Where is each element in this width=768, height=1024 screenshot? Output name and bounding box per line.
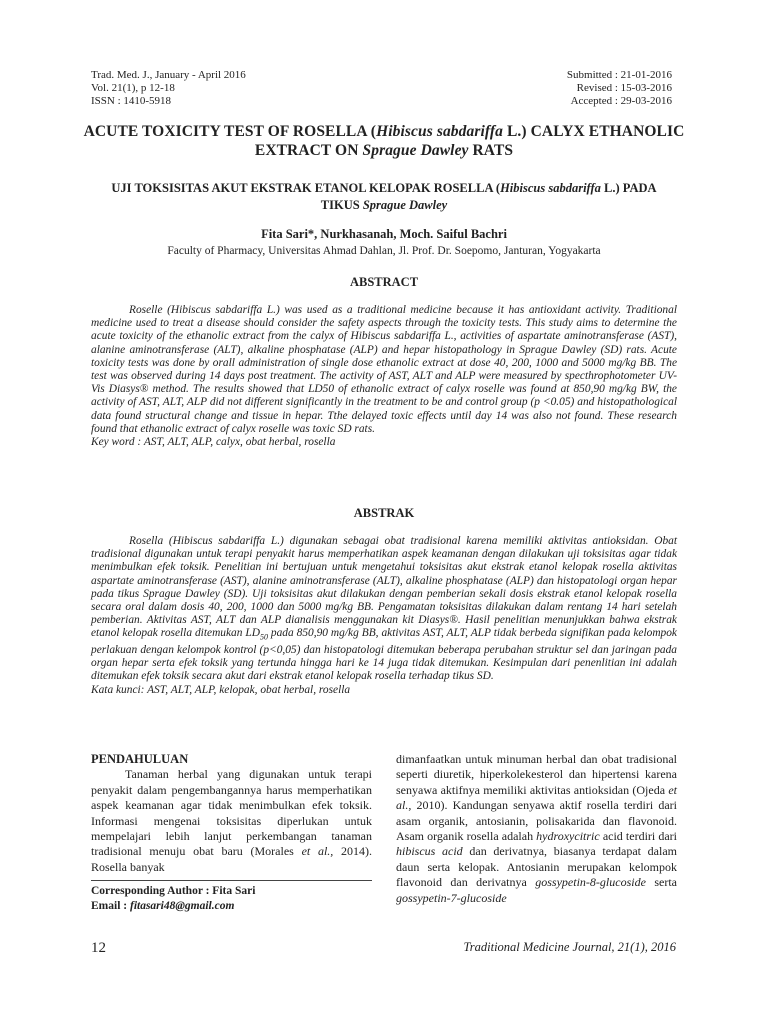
abstract-body: Roselle (Hibiscus sabdariffa L.) was used as a traditional medicine because it has antioxidant activity. Traditional medicine used to treat a disease should consider the safety aspects through the toxicity tests. This study aims to determine the acute toxicity of the ethanolic extract from the calyx of Hibiscus sabdariffa L., activities of aspartate aminotransferase (AST), alanine aminotransferase (ALT), alkaline phosphatase (ALP) and hepar histopathology in Sprague Dawley (SD) rats. Acute toxicity tests was done by orall administration of single dose ethanolic extract at dose 40, 200, 1000 and 5000 mg/kg BB. The test was observed during 14 days post treatment. The activity of AST, ALT and ALP were measured by specthrophotometer UV-Vis Diasys® method. The results showed that LD50 of ethanolic extract of calyx roselle was found at 850,90 mg/kg BW, the activity of AST, ALT, ALP did not different significantly in the treatment to be and control group (p <0.05) and histopathological data found structural change and tissue in hepar. Tthe delayed toxic effects until day 14 was also not found. These research found that ethanolic extract of calyx roselle was toxic SD rats. — [91, 304, 677, 435]
abstrak-body: Rosella (Hibiscus sabdariffa L.) digunakan sebagai obat tradisional karena memiliki aktivitas antioksidan. Obat tradisional digunakan untuk terapi penyakit harus memperhatikan aspek keamanan dengan dilakukan uji toksisitas agar tidak menimbulkan efek toksik. Penelitian ini bertujuan untuk mengetahui toksisitas akut ekstrak etanol kelopak rosella aktivitas aspartate aminotransferase (AST), alanine aminotransferase (ALT), alkaline phosphatase (ALP) dan histopatologi organ hepar pada tikus Sprague Dawley (SD). Uji toksisitas akut dilakukan dengan pemberian sekali dosis ekstrak etanol kelopak rosella secara oral dalam dosis 40, 200, 1000 dan 5000 mg/kg BB. Pengamatan toksisitas dilakukan dalam rentang 14 hari setelah pemberian. Aktivitas AST, ALT dan ALP dianalisis menggunakan kit Diasys®. Hasil penelitian menunjukkan bahwa ekstrak etanol kelopak rosella ditemukan $LD_{50}$ pada 850,90 mg/kg BB, aktivitas AST, ALT, ALP tidak berbeda signifikan pada kelompok perlakuan dengan kelompok kontrol (p<0,05) dan histopatologi ditemukan beberapa perubahan struktur sel dan jaringan pada organ hepar serta efek toksik yang tertunda hingga hari ke 14 juga tidak ditemukan. Kesimpulan dari penenlitian ini adalah ditemukan efek toksik secara akut dari ekstrak etanol kelopak rosella terhadap tikus SD. — [91, 535, 677, 683]
footnote-divider — [91, 880, 372, 881]
intro-heading: PENDAHULUAN — [91, 752, 189, 766]
intro-left-column — [91, 752, 372, 875]
paper-title: ACUTE TOXICITY TEST OF ROSELLA (Hibiscus sabdariffa L.) CALYX ETHANOLIC EXTRACT ON Sprague Dawley RATS — [83, 123, 685, 159]
page-number: 12 — [91, 940, 106, 956]
abstract-section — [91, 304, 677, 449]
paper-subtitle: UJI TOKSISITAS AKUT EKSTRAK ETANOL KELOPAK ROSELLA (Hibiscus sabdariffa L.) PADA TIKUS Sprague Dawley — [111, 181, 657, 212]
abstract-keywords: Key word : AST, ALT, ALP, calyx, obat herbal, rosella — [91, 436, 336, 449]
abstrak-keywords: Kata kunci: AST, ALT, ALP, kelopak, obat herbal, rosella — [91, 683, 351, 696]
abstrak-section — [91, 535, 677, 697]
abstrak-heading: ABSTRAK — [353, 506, 415, 520]
intro-paragraph-left: Tanaman herbal yang digunakan untuk terapi penyakit dalam pengembangannya harus memperhatikan aspek keamanan agar tidak menimbulkan efek toksik. Informasi mengenai toksisitas diperlukan untuk mempelajari lebih lanjut perkembangan tanaman tradisional menuju obat baru (Morales et al., 2014). Rosella banyak — [91, 767, 372, 874]
abstract-heading: ABSTRACT — [349, 275, 419, 289]
journal-header-left — [91, 69, 246, 108]
intro-paragraph-right: dimanfaatkan untuk minuman herbal dan obat tradisional seperti diuretik, hiperkolekesterol dan hipertensi karena senyawa aktifnya memiliki aktivitas antioksidan (Ojeda et al., 2010). Kandungan senyawa aktif rosella terdiri dari asam organik, antosianin, polisakarida dan flavonoid. Asam organik rosella adalah hydroxycitric acid terdiri dari hibiscus acid dan derivatnya, biasanya terdapat dalam daun serta kelopak. Antosianin merupakan kelompok flavonoid dan derivatnya gossypetin-8-glucoside serta gossypetin-7-glucoside — [396, 752, 677, 905]
intro-right-column — [396, 752, 677, 906]
journal-citation: Trad. Med. J., January - April 2016 — [91, 69, 246, 81]
corresponding-email[interactable]: fitasari48@gmail.com — [129, 900, 235, 912]
corresponding-email-line: Email : fitasari48@gmail.com — [91, 900, 235, 912]
corresponding-author-note — [91, 884, 255, 914]
journal-issn: ISSN : 1410-5918 — [91, 95, 172, 107]
journal-volume: Vol. 21(1), p 12-18 — [91, 82, 175, 94]
accepted-date: Accepted : 29-03-2016 — [570, 95, 672, 107]
corresponding-author: Corresponding Author : Fita Sari — [91, 885, 256, 897]
author-list: Fita Sari*, Nurkhasanah, Moch. Saiful Bachri — [261, 227, 507, 241]
affiliation: Faculty of Pharmacy, Universitas Ahmad Dahlan, Jl. Prof. Dr. Soepomo, Janturan, Yogyakarta — [167, 245, 601, 257]
revised-date: Revised : 15-03-2016 — [576, 82, 672, 94]
journal-footer: Traditional Medicine Journal, 21(1), 2016 — [463, 940, 676, 954]
journal-header-right — [567, 69, 672, 108]
submitted-date: Submitted : 21-01-2016 — [566, 69, 672, 81]
